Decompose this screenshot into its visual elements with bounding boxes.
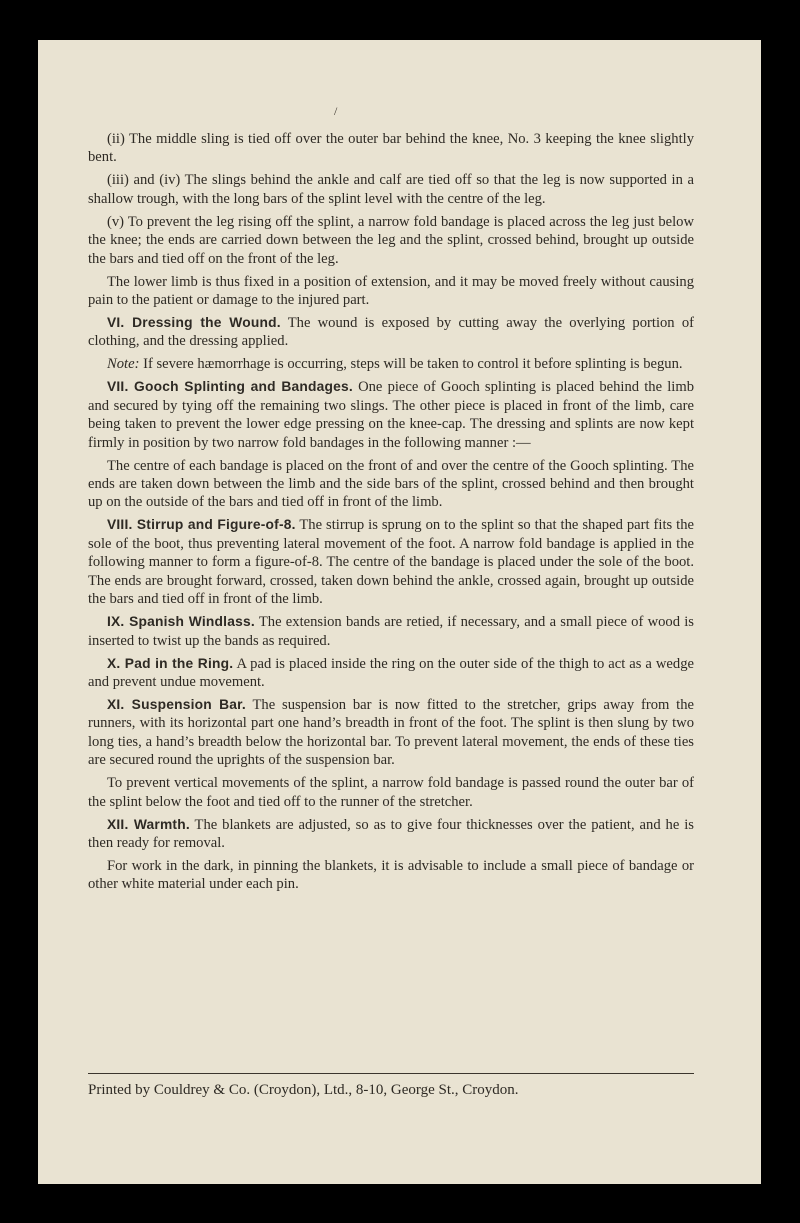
section-heading: VIII. Stirrup and Figure-of-8. (107, 517, 296, 533)
section-gooch (88, 378, 694, 452)
section-heading: IX. Spanish Windlass. (107, 614, 255, 630)
section-suspension (88, 696, 694, 770)
paragraph-text: One piece of Gooch splinting is placed behind the limb and secured by tying off the remaining two slings. The other piece is placed in front of the limb, care being taken to prevent the lower edge pressing on the knee-cap. The dressing and splints are now kept firmly in position by two narrow fold bandages in the following manner :— (88, 379, 694, 451)
paragraph-text: The wound is exposed by cutting away the overlying portion of clothing, and the dressing applied. (88, 315, 694, 350)
footer-divider (88, 1073, 694, 1074)
section-stirrup (88, 516, 694, 608)
section-heading: XI. Suspension Bar. (107, 696, 246, 712)
paragraph (88, 457, 694, 512)
paragraph (88, 774, 694, 811)
paragraph (88, 171, 694, 208)
paragraph-text: (v) To prevent the leg rising off the splint, a narrow fold bandage is placed across the leg just below the knee; the ends are carried down between the leg and the splint, crossed behind, brought up outside the bars and tied off on the front of the leg. (88, 213, 694, 267)
section-pad (88, 655, 694, 692)
section-heading: XII. Warmth. (107, 816, 190, 832)
note-paragraph (88, 355, 694, 373)
section-dressing (88, 314, 694, 351)
paragraph-text: The stirrup is sprung on to the splint so that the shaped part fits the sole of the boot, thus preventing lateral movement of the foot. A narrow fold bandage is applied in the following manner to form a figure-of-8. The centre of the bandage is placed under the sole of the boot. The ends are brought forward, crossed, taken down behind the ankle, crossed again, brought up outside the bars and tied off in front of the limb. (88, 517, 694, 608)
paragraph-text: A pad is placed inside the ring on the outer side of the thigh to act as a wedge and prevent undue movement. (88, 655, 694, 690)
paragraph-text: The extension bands are retied, if necessary, and a small piece of wood is inserted to twist up the bands as required. (88, 614, 694, 649)
paragraph-text: The blankets are adjusted, so as to give four thicknesses over the patient, and he is then ready for removal. (88, 816, 694, 851)
paragraph (88, 857, 694, 894)
printer-imprint: Printed by Couldrey & Co. (Croydon), Ltd., 8-10, George St., Croydon. (88, 1082, 519, 1098)
paragraph (88, 130, 694, 167)
paragraph-text: (ii) The middle sling is tied off over the outer bar behind the knee, No. 3 keeping the knee slightly bent. (88, 131, 694, 166)
paragraph-text: The suspension bar is now fitted to the stretcher, grips away from the runners, with its horizontal part one hand’s breadth in front of the foot. The splint is then slung by two long ties, a hand’s breadth below the horizontal bar. To prevent lateral movement, the ends of these ties are secured round the uprights of the suspension bar. (88, 696, 694, 769)
paragraph-text: For work in the dark, in pinning the blankets, it is advisable to include a small piece of bandage or other white material under each pin. (88, 857, 694, 893)
section-heading: X. Pad in the Ring. (107, 655, 234, 671)
paragraph-text: If severe hæmorrhage is occurring, steps will be taken to control it before splinting is begun. (139, 356, 683, 373)
paragraph-text: (iii) and (iv) The slings behind the ankle and calf are tied off so that the leg is now supported in a shallow trough, with the long bars of the splint level with the centre of the leg. (88, 172, 694, 207)
note-label: Note: (107, 356, 140, 373)
pencil-mark: / (334, 104, 338, 118)
section-heading: VI. Dressing the Wound. (107, 315, 281, 331)
section-heading: VII. Gooch Splinting and Bandages. (107, 379, 353, 395)
body-text (88, 130, 694, 898)
paragraph-text: The lower limb is thus fixed in a position of extension, and it may be moved freely without causing pain to the patient or damage to the injured part. (88, 273, 694, 309)
paragraph-text: The centre of each bandage is placed on the front of and over the centre of the Gooch splinting. The ends are taken down between the limb and the side bars of the splint, crossed behind and then brought up on the outside of the bars and tied off in front of the limb. (88, 457, 694, 511)
paragraph-text: To prevent vertical movements of the splint, a narrow fold bandage is passed round the outer bar of the splint below the foot and tied off to the runner of the stretcher. (88, 775, 694, 810)
paragraph (88, 213, 694, 268)
section-windlass (88, 613, 694, 650)
paragraph (88, 273, 694, 310)
section-warmth (88, 816, 694, 853)
